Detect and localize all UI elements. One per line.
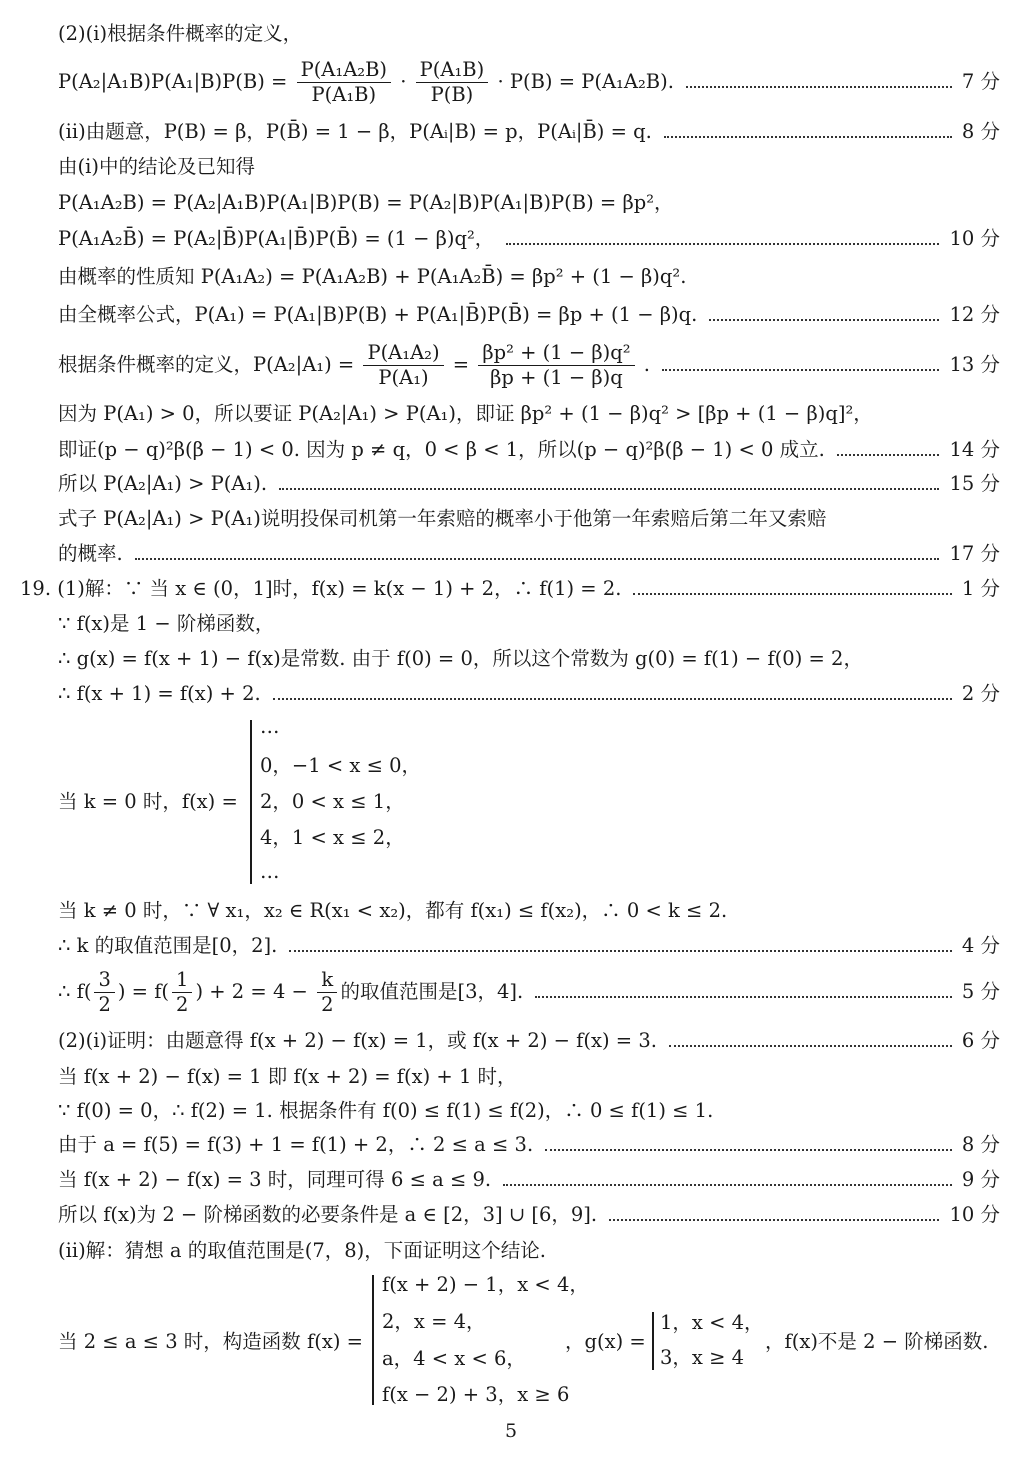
piecewise-case: f(x + 2) − 1，x < 4， — [382, 1273, 589, 1296]
fraction: $\frac{k}{2}$ — [317, 968, 337, 1017]
page-number: 5 — [504, 1420, 518, 1442]
line-text: ∴ k 的取值范围是[0，2]. — [58, 934, 278, 957]
text-line: ∴ g(x) = f(x + 1) − f(x)是常数. 由于 f(0) = 0，所以这个常数为 g(0) = f(1) − f(0) = 2， — [58, 647, 863, 670]
leader-dots — [609, 1219, 939, 1221]
fraction: $\frac{\text{P(A₁B)}}{P(B)}$ — [416, 58, 489, 107]
leader-dots — [669, 1045, 952, 1047]
text-line: ∵ f(0) = 0，∴ f(2) = 1. 根据条件有 f(0) ≤ f(1) ≤ f(2)，∴ 0 ≤ f(1) ≤ 1. — [58, 1099, 714, 1122]
piecewise-case: f(x − 2) + 3，x ≥ 6 — [382, 1383, 570, 1406]
scored-line — [58, 225, 1000, 253]
piecewise-case: 0，−1 < x ≤ 0， — [260, 754, 422, 777]
scored-line — [58, 118, 1000, 146]
score-label: 7 分 — [961, 70, 1000, 93]
line-text: (2)(ⅰ)证明：由题意得 f(x + 2) − f(x) = 1，或 f(x + 2) − f(x) = 3. — [58, 1029, 657, 1052]
score-label: 14 分 — [949, 438, 1000, 461]
score-label: 10 分 — [949, 227, 1000, 250]
formula-text: 根据条件概率的定义，P(A₂|A₁) = $\frac{\text{P(A₁A₂)}}{\text{P(A₁)}}$ = $\frac{\text{βp² + (1 − β)q²}}{\beta p + (1 - \beta)q}$ . — [58, 340, 650, 389]
leader-dots — [837, 454, 940, 456]
text-line: P(A₁A₂B) = P(A₂|A₁B)P(A₁|B)P(B) = P(A₂|B)P(A₁|B)P(B) = βp²， — [58, 191, 674, 214]
leader-dots — [503, 1184, 952, 1186]
text-line: ∵ f(x)是 1 − 阶梯函数， — [58, 612, 275, 635]
scored-line — [58, 1131, 1000, 1159]
score-label: 5 分 — [961, 980, 1000, 1003]
scored-line — [58, 1027, 1000, 1055]
fraction: $\frac{\text{P(A₁A₂B)}}{\text{P(A₁B)}}$ — [297, 58, 391, 107]
text-line: (ⅱ)解：猜想 a 的取值范围是(7，8)，下面证明这个结论. — [58, 1239, 546, 1262]
leader-dots — [545, 1149, 952, 1151]
score-label: 13 分 — [949, 353, 1000, 376]
fraction: $\frac{\text{P(A₁A₂)}}{\text{P(A₁)}}$ — [363, 341, 443, 390]
scored-line — [58, 57, 1000, 106]
line-text: 由于 a = f(5) = f(3) + 1 = f(1) + 2，∴ 2 ≤ a ≤ 3. — [58, 1133, 534, 1156]
leader-dots — [279, 488, 939, 490]
leader-dots — [535, 996, 952, 998]
piecewise-lead: 当 k = 0 时，f(x) = — [58, 790, 238, 813]
piecewise-case: 2，x = 4， — [382, 1310, 486, 1333]
line-text: 所以 P(A₂|A₁) > P(A₁). — [58, 472, 268, 495]
score-label: 6 分 — [961, 1029, 1000, 1052]
piecewise-case: a，4 < x < 6， — [382, 1347, 526, 1370]
line-text: P(A₁A₂B̄) = P(A₂|B̄)P(A₁|B̄)P(B̄) = (1 − β)q²， — [58, 227, 495, 250]
leader-dots — [662, 369, 939, 371]
leader-dots — [135, 558, 940, 560]
scored-line — [58, 1201, 1000, 1229]
text-line: 当 k ≠ 0 时，∵ ∀ x₁，x₂ ∈ R(x₁ < x₂)，都有 f(x₁) ≤ f(x₂)，∴ 0 < k ≤ 2. — [58, 899, 728, 922]
fraction: $\frac{\text{βp² + (1 − β)q²}}{\beta p + (1 - \beta)q}$ — [478, 341, 634, 390]
piecewise-case: 1，x < 4， — [660, 1311, 764, 1334]
line-text: 19. (1)解：∵ 当 x ∈ (0，1]时，f(x) = k(x − 1) + 2，∴ f(1) = 2. — [20, 577, 622, 600]
scored-line — [58, 301, 1000, 329]
scored-line — [20, 575, 1000, 603]
fraction: $\frac{1}{2}$ — [172, 968, 192, 1017]
score-label: 8 分 — [961, 1133, 1000, 1156]
leader-dots — [273, 698, 952, 700]
text-line: 由(ⅰ)中的结论及已知得 — [58, 155, 255, 178]
text-line: 当 f(x + 2) − f(x) = 1 即 f(x + 2) = f(x) + 1 时， — [58, 1065, 517, 1088]
leader-dots — [289, 950, 952, 952]
scored-line — [58, 932, 1000, 960]
piecewise-tail: ，f(x)不是 2 − 阶梯函数. — [765, 1330, 989, 1353]
score-label: 9 分 — [961, 1168, 1000, 1191]
piecewise-case: … — [260, 715, 280, 738]
piecewise-case: 2，0 < x ≤ 1， — [260, 790, 405, 813]
score-label: 15 分 — [949, 472, 1000, 495]
score-label: 8 分 — [961, 120, 1000, 143]
scored-line — [58, 966, 1000, 1018]
line-text: (ⅱ)由题意，P(B) = β，P(B̄) = 1 − β，P(Aᵢ|B) = p，P(Aᵢ|B̄) = q. — [58, 120, 652, 143]
piecewise-brace — [652, 1312, 654, 1370]
scored-line — [58, 436, 1000, 464]
leader-dots — [664, 136, 952, 138]
line-text: 由全概率公式，P(A₁) = P(A₁|B)P(B) + P(A₁|B̄)P(B̄) = βp + (1 − β)q. — [58, 303, 698, 326]
piecewise-case: 4，1 < x ≤ 2， — [260, 826, 405, 849]
fraction: $\frac{3}{2}$ — [94, 968, 114, 1017]
leader-dots — [506, 243, 939, 245]
leader-dots — [709, 319, 939, 321]
piecewise-lead: 当 2 ≤ a ≤ 3 时，构造函数 f(x) = — [58, 1330, 363, 1353]
text-line: 由概率的性质知 P(A₁A₂) = P(A₁A₂B) + P(A₁A₂B̄) = βp² + (1 − β)q². — [58, 265, 687, 288]
leader-dots — [633, 593, 951, 595]
formula-text: P(A₂|A₁B)P(A₁|B)P(B) = $\frac{\text{P(A₁A₂B)}}{\text{P(A₁B)}}$ · $\frac{\text{P(A₁B)}}{P(B)}$ · P(B) = P(A₁A₂B). — [58, 57, 674, 106]
score-label: 17 分 — [949, 542, 1000, 565]
line-text: 的概率. — [58, 542, 123, 565]
scored-line — [58, 540, 1000, 568]
line-text: 当 f(x + 2) − f(x) = 3 时，同理可得 6 ≤ a ≤ 9. — [58, 1168, 492, 1191]
line-text: 即证(p − q)²β(β − 1) < 0. 因为 p ≠ q，0 < β < 1，所以(p − q)²β(β − 1) < 0 成立. — [58, 438, 825, 461]
score-label: 12 分 — [949, 303, 1000, 326]
piecewise-mid: ，g(x) = — [565, 1330, 646, 1353]
scored-line — [58, 470, 1000, 498]
piecewise-brace — [250, 720, 252, 884]
score-label: 2 分 — [961, 682, 1000, 705]
piecewise-brace — [372, 1275, 374, 1405]
scored-line — [58, 340, 1000, 390]
score-label: 4 分 — [961, 934, 1000, 957]
score-label: 1 分 — [961, 577, 1000, 600]
score-label: 10 分 — [949, 1203, 1000, 1226]
scored-line — [58, 680, 1000, 708]
text-line: (2)(ⅰ)根据条件概率的定义， — [58, 22, 303, 45]
leader-dots — [686, 86, 952, 88]
line-text: 所以 f(x)为 2 − 阶梯函数的必要条件是 a ∈ [2，3] ∪ [6，9]. — [58, 1203, 598, 1226]
line-text: ∴ f(x + 1) = f(x) + 2. — [58, 682, 261, 705]
piecewise-case: … — [260, 860, 280, 883]
text-line: 因为 P(A₁) > 0，所以要证 P(A₂|A₁) > P(A₁)，即证 βp² + (1 − β)q² > [βp + (1 − β)q]²， — [58, 402, 873, 425]
piecewise-case: 3，x ≥ 4 — [660, 1346, 745, 1369]
formula-text: ∴ f( $\frac{3}{2}$ ) = f( $\frac{1}{2}$ ) + 2 = 4 − $\frac{k}{2}$ 的取值范围是[3，4]. — [58, 967, 524, 1016]
text-line: 式子 P(A₂|A₁) > P(A₁)说明投保司机第一年索赔的概率小于他第一年索赔后第二年又索赔 — [58, 507, 827, 530]
scored-line — [58, 1166, 1000, 1194]
